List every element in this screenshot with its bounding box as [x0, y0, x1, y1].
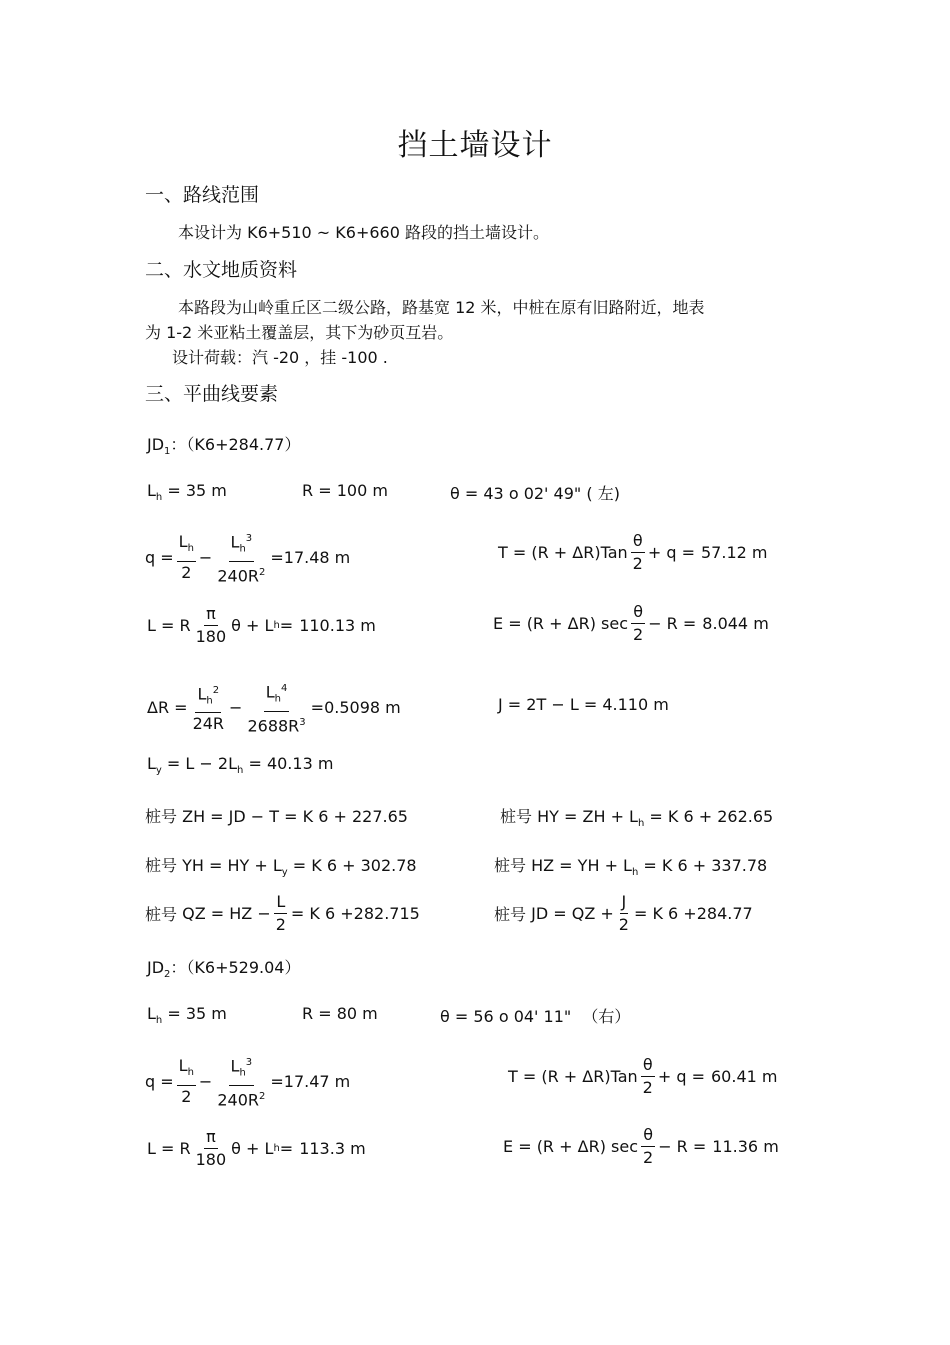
section-3-heading: 三、平曲线要素: [145, 383, 279, 405]
jd1-e-formula: E = (R + ΔR) sec $\frac{\theta}{2}$ − R = 8.044 m: [493, 602, 769, 644]
jd2-t-formula: T = (R + ΔR)Tan $\frac{\theta}{2}$ + q = 60.41 m: [508, 1055, 778, 1097]
jd2-l-formula: L = R $\frac{\pi}{180}$ θ + L h = 113.3 m: [147, 1127, 366, 1169]
jd1-j-formula: J = 2T − L = 4.110 m: [498, 695, 669, 714]
jd1-yh: 桩号 YH = HY + $L_y = K$ 6 + 302.78: [145, 856, 417, 879]
jd2-label: $JD_2$：（K6+529.04）: [147, 958, 301, 981]
section-2-heading: 二、水文地质资料: [145, 259, 298, 281]
jd1-l-formula: L = R $\frac{\pi}{180}$ θ + L h = 110.13 m: [147, 604, 376, 646]
jd1-theta: θ = 43 o 02' 49" ( 左): [450, 484, 620, 503]
section-2-line-1: 本路段为山岭重丘区二级公路，路基宽 12 米，中桩在原有旧路附近，地表: [178, 298, 705, 317]
section-1-heading: 一、路线范围: [145, 184, 260, 206]
jd1-q-formula: q = $\frac{L_h}{2}$ − $\frac{L_h^3}{240R^2}$ = 17.48 m: [145, 530, 350, 585]
jd1-qz: 桩号 QZ = HZ − $\frac{L}{2}$ = K 6 + 282.715: [145, 892, 420, 934]
section-2-line-2: 为 1-2 米亚粘土覆盖层，其下为砂页互岩。: [145, 323, 454, 342]
jd2-theta: θ = 56 o 04' 11" （右）: [440, 1007, 631, 1026]
jd2-q-formula: q = $\frac{L_h}{2}$ − $\frac{L_h^3}{240R^2}$ = 17.47 m: [145, 1054, 350, 1109]
page-title: 挡土墙设计: [397, 128, 553, 163]
jd1-hz: 桩号 HZ = YH + $L_h = K$ 6 + 337.78: [494, 856, 768, 879]
jd1-hy: 桩号 HY = ZH + $L_h = K$ 6 + 262.65: [500, 807, 774, 830]
jd1-label: $JD_1$：（K6+284.77）: [147, 435, 301, 458]
jd1-t-formula: T = (R + ΔR)Tan $\frac{\theta}{2}$ + q = 57.12 m: [498, 531, 768, 573]
jd1-r: R = 100 m: [302, 481, 388, 500]
section-1-text: 本设计为 K6+510 ~ K6+660 路段的挡土墙设计。: [178, 223, 549, 242]
jd1-ly-formula: $L_y = L - 2L_h = 40.13$ m: [147, 754, 334, 777]
jd2-lh: $L_h = 35$ m: [147, 1004, 227, 1027]
jd1-dr-formula: ΔR = $\frac{L_h^2}{24R}$ − $\frac{L_h^4}{2688R^3}$ = 0.5098 m: [147, 680, 401, 735]
jd1-jd: 桩号 JD = QZ + $\frac{J}{2}$ = K 6 + 284.77: [494, 892, 753, 934]
section-2-line-3: 设计荷载：汽 -20 ，挂 -100 .: [172, 348, 388, 367]
jd1-zh: 桩号 ZH = JD − T = K 6 + 227.65: [145, 807, 408, 826]
jd2-r: R = 80 m: [302, 1004, 378, 1023]
jd2-e-formula: E = (R + ΔR) sec $\frac{\theta}{2}$ − R = 11.36 m: [503, 1125, 779, 1167]
jd1-lh: $L_h = 35$ m: [147, 481, 227, 504]
